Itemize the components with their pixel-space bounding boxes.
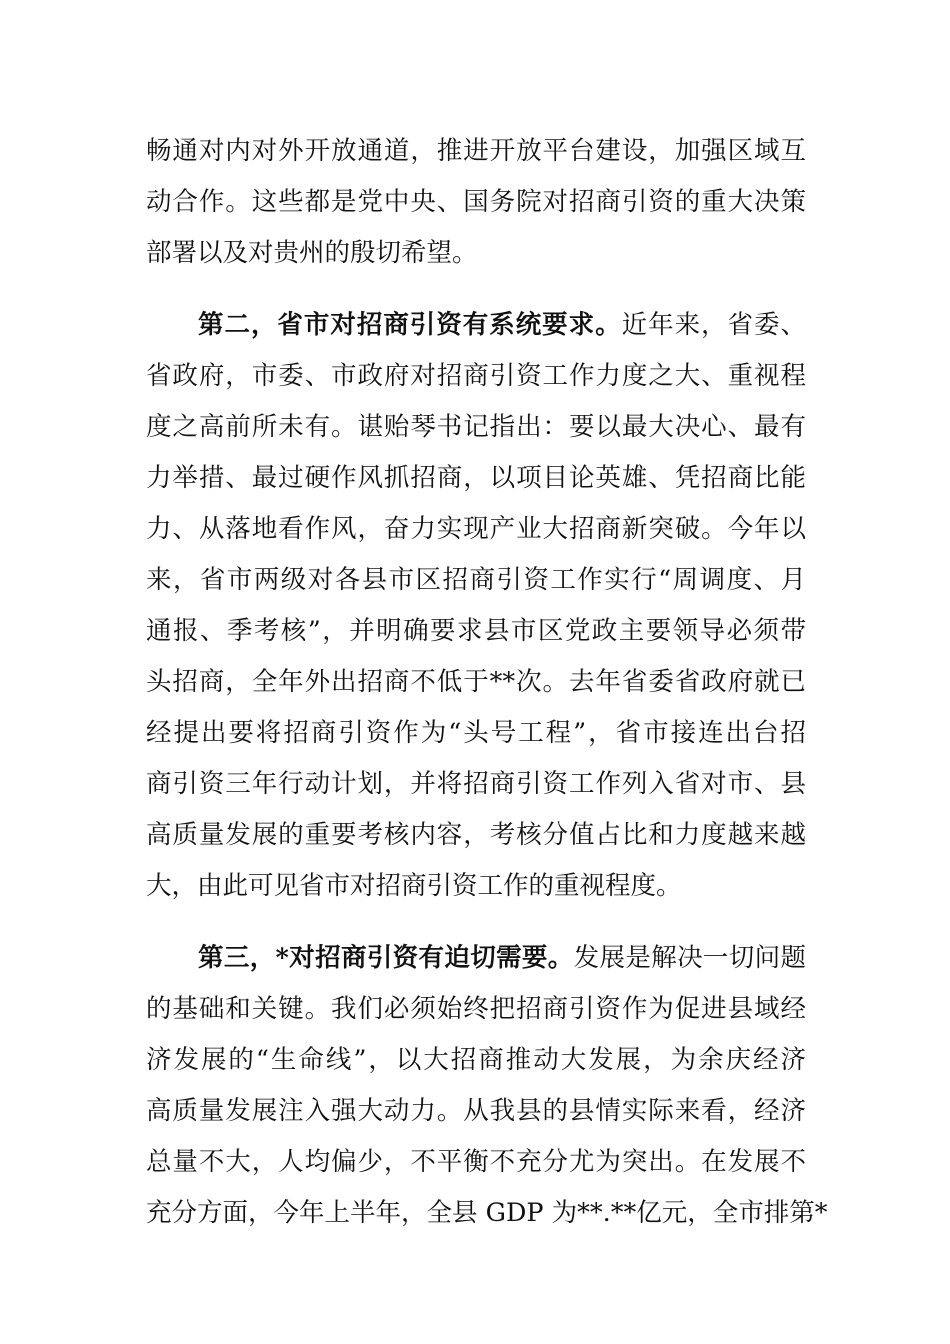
document-page xyxy=(146,126,828,1239)
paragraph-heading: 第三，*对招商引资有迫切需要。 xyxy=(198,943,574,973)
paragraph-line: 部署以及对贵州的殷切希望。 xyxy=(146,238,478,268)
paragraph-line: 商引资三年行动计划，并将招商引资工作列入省对市、县 xyxy=(146,769,806,799)
paragraph-first-line xyxy=(146,933,806,984)
paragraph-line: 大，由此可见省市对招商引资工作的重视程度。 xyxy=(146,871,682,901)
paragraph-text: 发展是解决一切问题 xyxy=(573,943,806,973)
paragraph-line: 的基础和关键。我们必须始终把招商引资作为促进县域经 xyxy=(146,994,806,1024)
paragraph-line: 力举措、最过硬作风抓招商，以项目论英雄、凭招商比能 xyxy=(146,463,806,493)
paragraph-line: 通报、季考核”，并明确要求县市区党政主要领导必须带 xyxy=(146,616,806,646)
paragraph-heading: 第二，省市对招商引资有系统要求。 xyxy=(198,310,622,340)
paragraph-line: 度之高前所未有。谌贻琴书记指出：要以最大决心、最有 xyxy=(146,412,806,442)
paragraph-line: 动合作。这些都是党中央、国务院对招商引资的重大决策 xyxy=(146,187,806,217)
paragraph-line: 高质量发展的重要考核内容，考核分值占比和力度越来越 xyxy=(146,820,806,850)
paragraph-line: 高质量发展注入强大动力。从我县的县情实际来看，经济 xyxy=(146,1096,806,1126)
paragraph-line: 总量不大，人均偏少，不平衡不充分尤为突出。在发展不 xyxy=(146,1147,806,1177)
paragraph-3 xyxy=(146,933,828,1239)
paragraph-line: 充分方面，今年上半年，全县 GDP 为**.**亿元，全市排第* xyxy=(146,1198,828,1228)
paragraph-2 xyxy=(146,300,806,912)
paragraph-line: 省政府，市委、市政府对招商引资工作力度之大、重视程 xyxy=(146,361,806,391)
paragraph-text: 近年来，省委、 xyxy=(621,310,806,340)
paragraph-spacer xyxy=(146,279,806,300)
paragraph-line: 力、从落地看作风，奋力实现产业大招商新突破。今年以 xyxy=(146,514,806,544)
paragraph-line: 经提出要将招商引资作为“头号工程”，省市接连出台招 xyxy=(146,718,806,748)
paragraph-line: 来，省市两级对各县市区招商引资工作实行“周调度、月 xyxy=(146,565,806,595)
paragraph-first-line xyxy=(146,300,806,351)
paragraph-spacer xyxy=(146,912,806,933)
paragraph-1 xyxy=(146,126,806,279)
paragraph-line: 头招商，全年外出招商不低于**次。去年省委省政府就已 xyxy=(146,667,806,697)
paragraph-line: 济发展的“生命线”，以大招商推动大发展，为余庆经济 xyxy=(146,1045,806,1075)
paragraph-line: 畅通对内对外开放通道，推进开放平台建设，加强区域互 xyxy=(146,136,806,166)
